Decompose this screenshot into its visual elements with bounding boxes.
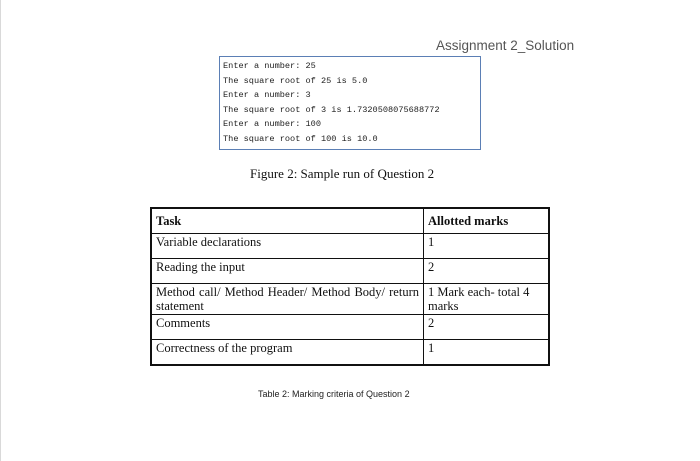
task-cell: Variable declarations [151,234,424,259]
marks-cell: 2 [424,315,550,340]
console-line: The square root of 100 is 10.0 [223,133,378,144]
task-cell: Reading the input [151,259,424,284]
marking-criteria-table [150,207,550,366]
console-line: Enter a number: 3 [223,90,311,101]
column-header-task: Task [151,208,424,234]
figure-caption: Figure 2: Sample run of Question 2 [250,166,435,181]
column-header-allotted-marks: Allotted marks [424,208,550,234]
task-cell: Correctness of the program [151,340,424,366]
table-row [151,340,549,366]
marks-cell: 1 Mark each- total 4 marks [424,284,550,315]
table-row [151,315,549,340]
sample-run-console-output [219,56,481,150]
task-cell: Comments [151,315,424,340]
table-header-row [151,208,549,234]
console-line: The square root of 25 is 5.0 [223,75,368,86]
console-line: Enter a number: 25 [223,61,316,71]
table-caption: Table 2: Marking criteria of Question 2 [258,389,410,399]
console-line: The square root of 3 is 1.7320508075688772 [223,104,440,115]
table-row [151,234,549,259]
table-row [151,259,549,284]
console-line: Enter a number: 100 [223,119,321,130]
table-row [151,284,549,315]
page-left-border [0,0,1,461]
task-cell: Method call/ Method Header/ Method Body/ return statement [151,284,424,315]
marks-cell: 1 [424,234,550,259]
document-header-title: Assignment 2_Solution [436,38,575,53]
marks-cell: 2 [424,259,550,284]
marks-cell: 1 [424,340,550,366]
